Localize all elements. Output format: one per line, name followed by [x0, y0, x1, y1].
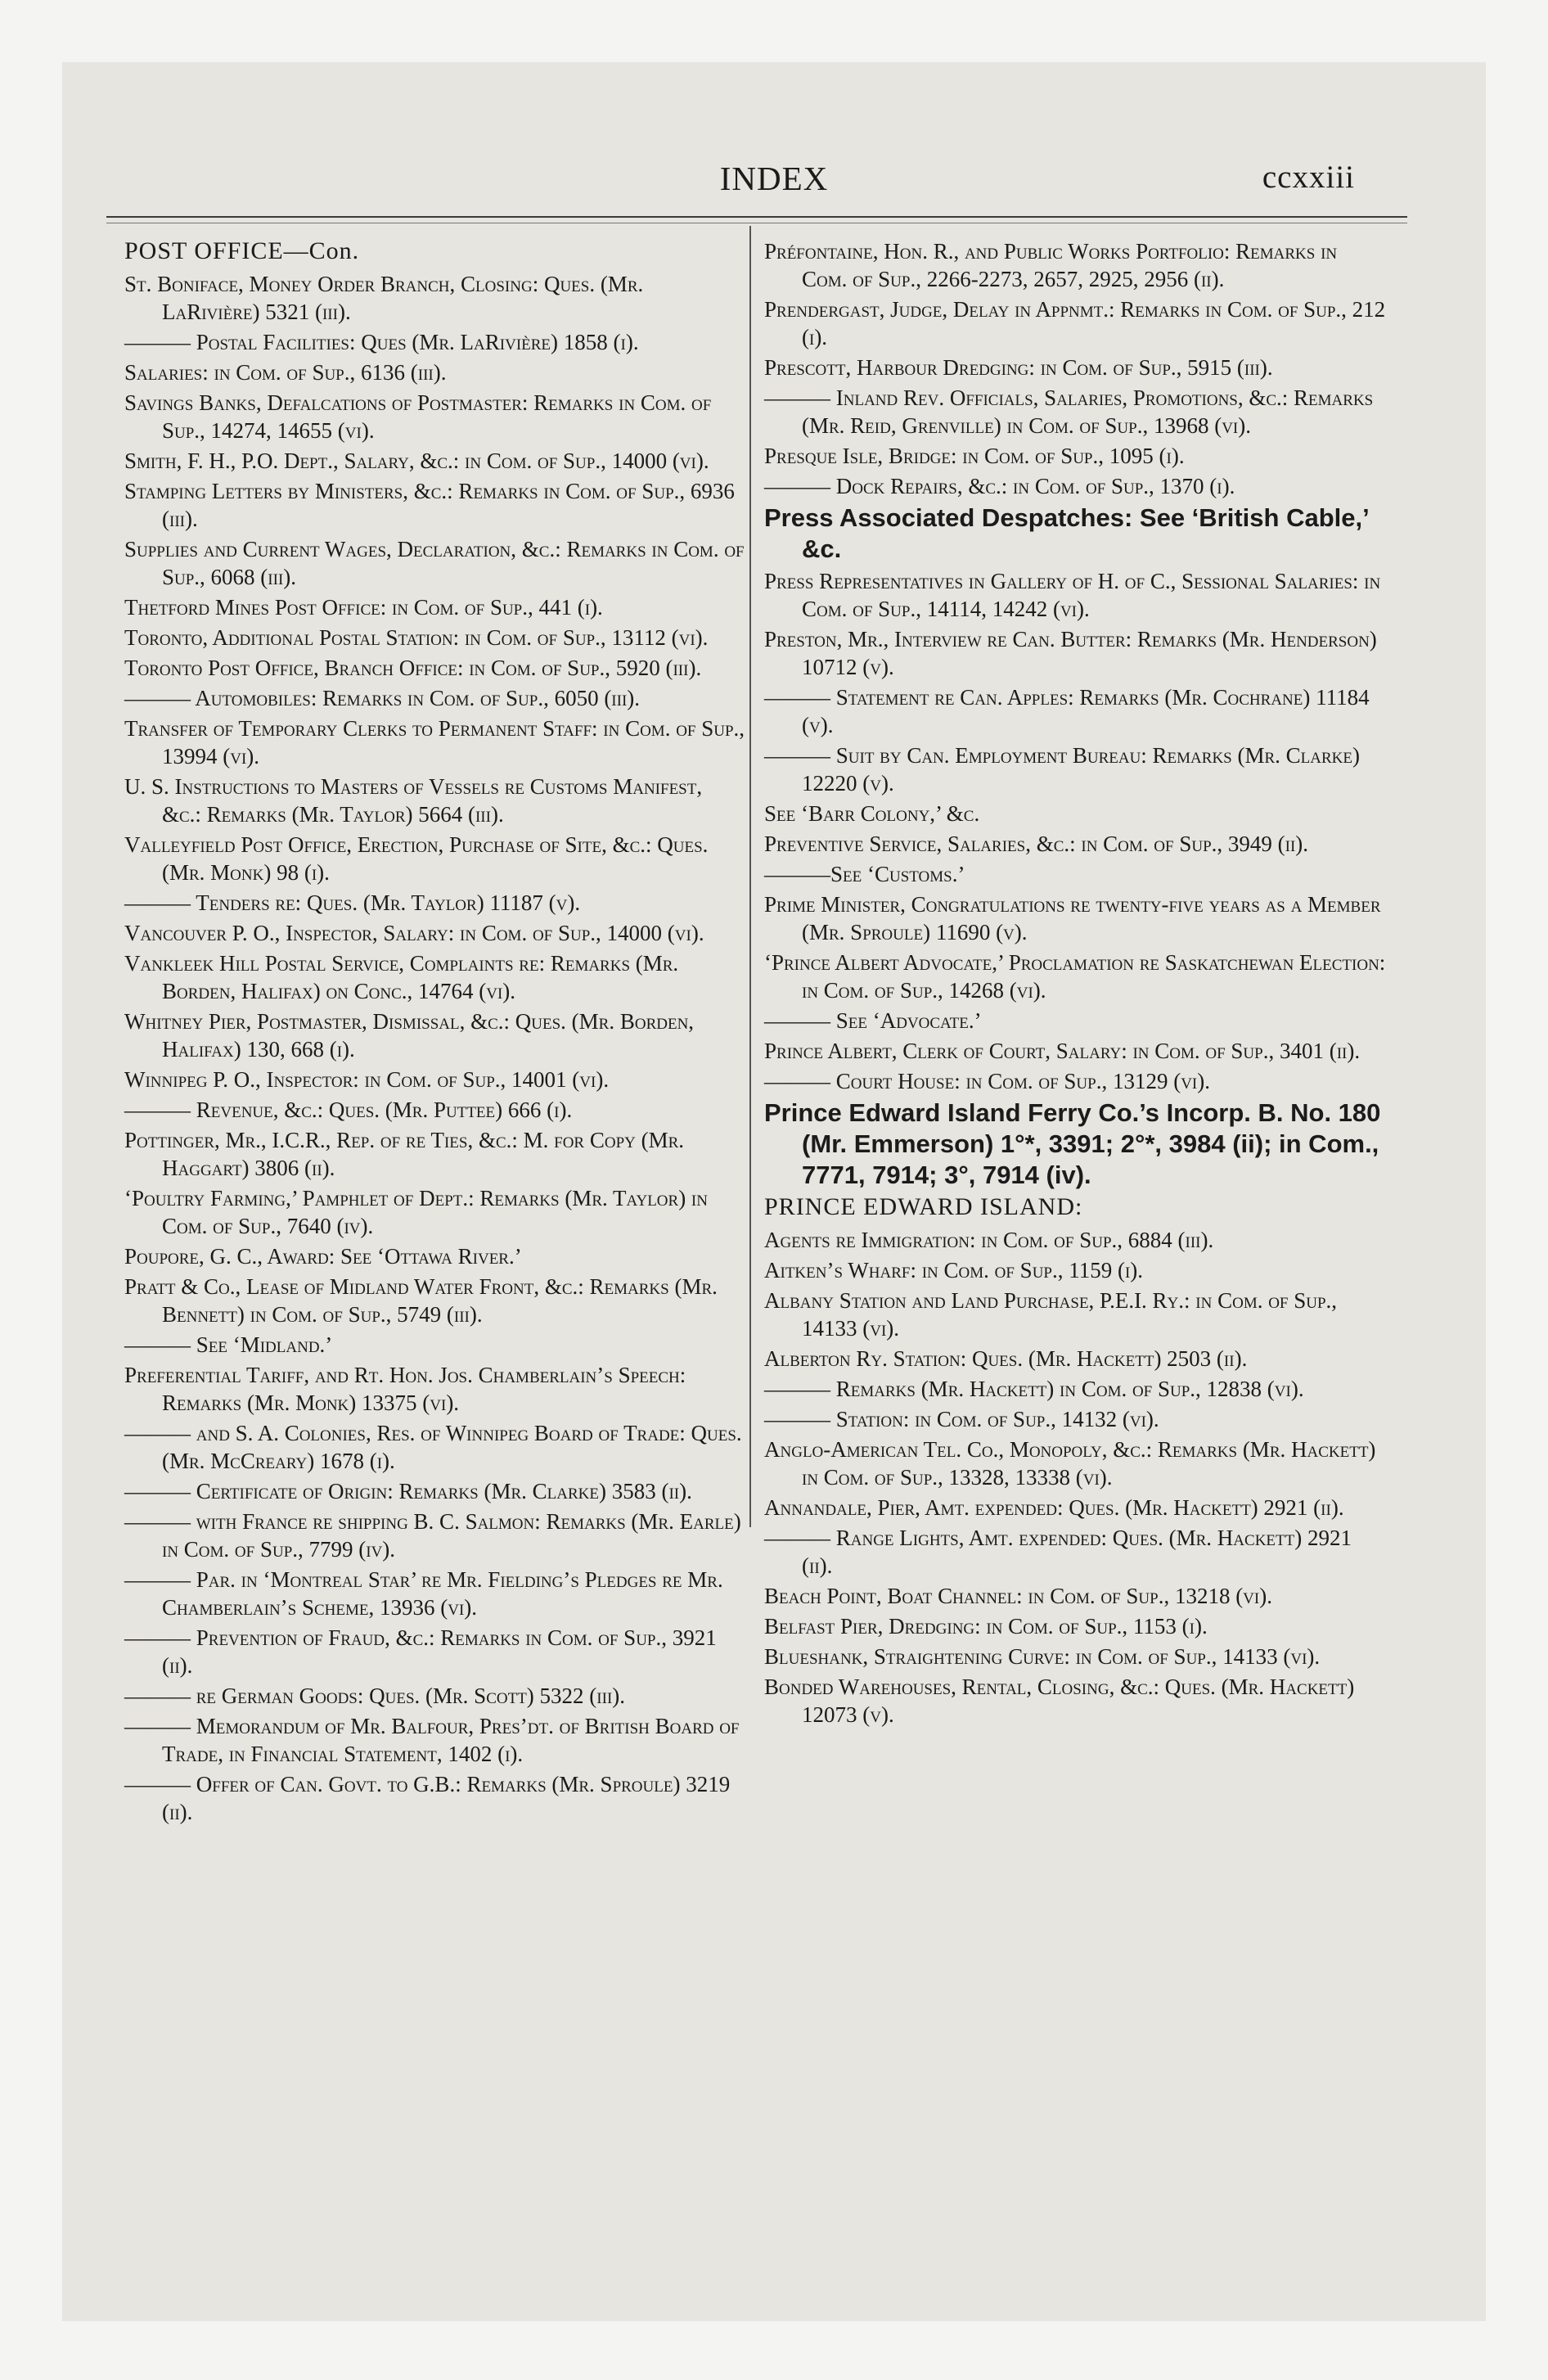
header-rule [106, 216, 1407, 218]
index-entry: ——— Revenue, &c.: Ques. (Mr. Puttee) 666 (i). [124, 1098, 573, 1122]
index-entry: ——— Station: in Com. of Sup., 14132 (vi). [764, 1407, 1159, 1431]
index-entry: Toronto, Additional Postal Station: in Com. of Sup., 13112 (vi). [124, 625, 709, 650]
index-entry: Preston, Mr., Interview re Can. Butter: Remarks (Mr. Henderson) 10712 (v). [764, 627, 1377, 679]
index-entry: Preventive Service, Salaries, &c.: in Com. of Sup., 3949 (ii). [764, 832, 1309, 856]
index-page [62, 62, 1486, 2321]
index-entry: ——— See ‘Advocate.’ [764, 1008, 982, 1033]
column-divider [749, 226, 751, 1527]
index-entry: St. Boniface, Money Order Branch, Closing: Ques. (Mr. LaRivière) 5321 (iii). [124, 272, 644, 324]
index-entry: Anglo-American Tel. Co., Monopoly, &c.: Remarks (Mr. Hackett) in Com. of Sup., 13328, 13338 (vi). [764, 1437, 1376, 1490]
index-entry: ——— Dock Repairs, &c.: in Com. of Sup., 1370 (i). [764, 474, 1235, 498]
index-entry: ‘Prince Albert Advocate,’ Proclamation re Saskatchewan Election: in Com. of Sup., 14268 (vi). [764, 950, 1386, 1003]
index-heading: PRINCE EDWARD ISLAND: [764, 1193, 1083, 1220]
index-entry: Annandale, Pier, Amt. expended: Ques. (Mr. Hackett) 2921 (ii). [764, 1495, 1344, 1520]
index-entry: Supplies and Current Wages, Declaration, &c.: Remarks in Com. of Sup., 6068 (iii). [124, 537, 745, 589]
index-entry: ——— Certificate of Origin: Remarks (Mr. Clarke) 3583 (ii). [124, 1479, 692, 1503]
index-entry: Préfontaine, Hon. R., and Public Works Portfolio: Remarks in Com. of Sup., 2266-2273, 2657, 2925, 2956 (ii). [764, 239, 1338, 291]
index-entry: Whitney Pier, Postmaster, Dismissal, &c.: Ques. (Mr. Borden, Halifax) 130, 668 (i). [124, 1009, 695, 1062]
index-entry: Prince Edward Island Ferry Co.’s Incorp. B. No. 180 (Mr. Emmerson) 1°*, 3391; 2°*, 3984 (ii); in Com., 7771, 7914; 3°, 7914 (iv). [764, 1098, 1381, 1189]
index-entry: Vankleek Hill Postal Service, Complaints re: Remarks (Mr. Borden, Halifax) on Conc., 14764 (vi). [124, 951, 679, 1003]
left-column [124, 237, 746, 1828]
index-entry: Aitken’s Wharf: in Com. of Sup., 1159 (i). [764, 1258, 1144, 1282]
right-column [764, 237, 1386, 1731]
index-entry: Transfer of Temporary Clerks to Permanent Staff: in Com. of Sup., 13994 (vi). [124, 716, 745, 769]
index-entry: Thetford Mines Post Office: in Com. of Sup., 441 (i). [124, 595, 603, 620]
index-entry: ‘Poultry Farming,’ Pamphlet of Dept.: Remarks (Mr. Taylor) in Com. of Sup., 7640 (iv). [124, 1186, 708, 1238]
index-entry: ——— Court House: in Com. of Sup., 13129 (vi). [764, 1069, 1210, 1093]
index-entry: Prendergast, Judge, Delay in Appnmt.: Remarks in Com. of Sup., 212 (i). [764, 297, 1386, 349]
index-entry: Presque Isle, Bridge: in Com. of Sup., 1095 (i). [764, 444, 1185, 468]
index-entry: Toronto Post Office, Branch Office: in Com. of Sup., 5920 (iii). [124, 656, 702, 680]
index-entry: Salaries: in Com. of Sup., 6136 (iii). [124, 360, 447, 385]
index-entry: ———See ‘Customs.’ [764, 862, 965, 886]
index-entry: ——— Remarks (Mr. Hackett) in Com. of Sup., 12838 (vi). [764, 1377, 1304, 1401]
index-entry: ——— Statement re Can. Apples: Remarks (Mr. Cochrane) 11184 (v). [764, 685, 1370, 737]
index-entry: ——— Inland Rev. Officials, Salaries, Promotions, &c.: Remarks (Mr. Reid, Grenville) in Com. of Sup., 13968 (vi). [764, 385, 1374, 438]
index-entry: Press Associated Despatches: See ‘British Cable,’ &c. [764, 503, 1369, 563]
index-entry: Albany Station and Land Purchase, P.E.I. Ry.: in Com. of Sup., 14133 (vi). [764, 1288, 1338, 1341]
index-entry: Stamping Letters by Ministers, &c.: Remarks in Com. of Sup., 6936 (iii). [124, 479, 735, 531]
index-entry: Preferential Tariff, and Rt. Hon. Jos. Chamberlain’s Speech: Remarks (Mr. Monk) 13375 (vi). [124, 1363, 686, 1415]
index-entry: Belfast Pier, Dredging: in Com. of Sup., 1153 (i). [764, 1614, 1208, 1639]
index-entry: ——— Memorandum of Mr. Balfour, Pres’dt. of British Board of Trade, in Financial Statement, 1402 (i). [124, 1714, 740, 1766]
index-entry: Agents re Immigration: in Com. of Sup., 6884 (iii). [764, 1228, 1214, 1252]
index-entry: Pratt & Co., Lease of Midland Water Front, &c.: Remarks (Mr. Bennett) in Com. of Sup., 5749 (iii). [124, 1274, 718, 1327]
index-entry: ——— with France re shipping B. C. Salmon: Remarks (Mr. Earle) in Com. of Sup., 7799 (iv). [124, 1509, 741, 1562]
index-entry: Prescott, Harbour Dredging: in Com. of Sup., 5915 (iii). [764, 355, 1273, 380]
index-entry: Pottinger, Mr., I.C.R., Rep. of re Ties, &c.: M. for Copy (Mr. Haggart) 3806 (ii). [124, 1128, 685, 1180]
index-entry: Prime Minister, Congratulations re twenty-five years as a Member (Mr. Sproule) 11690 (v). [764, 892, 1381, 944]
index-entry: Savings Banks, Defalcations of Postmaster: Remarks in Com. of Sup., 14274, 14655 (vi). [124, 390, 712, 443]
index-entry: ——— Par. in ‘Montreal Star’ re Mr. Fielding’s Pledges re Mr. Chamberlain’s Scheme, 13936 (vi). [124, 1567, 723, 1620]
index-heading: POST OFFICE—Con. [124, 237, 360, 264]
index-entry: Poupore, G. C., Award: See ‘Ottawa River.’ [124, 1244, 522, 1269]
index-entry: Bonded Warehouses, Rental, Closing, &c.: Ques. (Mr. Hackett) 12073 (v). [764, 1675, 1355, 1727]
index-entry: Alberton Ry. Station: Ques. (Mr. Hackett) 2503 (ii). [764, 1346, 1248, 1371]
index-entry: Press Representatives in Gallery of H. of C., Sessional Salaries: in Com. of Sup., 14114, 14242 (vi). [764, 569, 1381, 621]
index-entry: ——— re German Goods: Ques. (Mr. Scott) 5322 (iii). [124, 1684, 626, 1708]
page-number: ccxxiii [1262, 160, 1355, 195]
index-entry: Blueshank, Straightening Curve: in Com. of Sup., 14133 (vi). [764, 1644, 1321, 1669]
index-entry: See ‘Barr Colony,’ &c. [764, 801, 980, 826]
index-entry: Smith, F. H., P.O. Dept., Salary, &c.: in Com. of Sup., 14000 (vi). [124, 449, 709, 473]
index-entry: ——— and S. A. Colonies, Res. of Winnipeg Board of Trade: Ques. (Mr. McCreary) 1678 (i). [124, 1421, 742, 1473]
index-entry: ——— Postal Facilities: Ques (Mr. LaRivière) 1858 (i). [124, 330, 639, 354]
index-entry: ——— Automobiles: Remarks in Com. of Sup., 6050 (iii). [124, 686, 641, 710]
index-entry: ——— Prevention of Fraud, &c.: Remarks in Com. of Sup., 3921 (ii). [124, 1625, 717, 1678]
index-entry: Beach Point, Boat Channel: in Com. of Sup., 13218 (vi). [764, 1584, 1272, 1608]
index-entry: Winnipeg P. O., Inspector: in Com. of Sup., 14001 (vi). [124, 1067, 610, 1092]
page-title: INDEX [719, 160, 829, 197]
index-entry: Prince Albert, Clerk of Court, Salary: in Com. of Sup., 3401 (ii). [764, 1039, 1361, 1063]
index-entry: ——— Tenders re: Ques. (Mr. Taylor) 11187 (v). [124, 890, 581, 915]
index-entry: ——— See ‘Midland.’ [124, 1332, 333, 1357]
index-entry: U. S. Instructions to Masters of Vessels re Customs Manifest, &c.: Remarks (Mr. Taylor) 5664 (iii). [124, 774, 703, 827]
index-entry: Vancouver P. O., Inspector, Salary: in Com. of Sup., 14000 (vi). [124, 921, 704, 945]
index-entry: Valleyfield Post Office, Erection, Purchase of Site, &c.: Ques. (Mr. Monk) 98 (i). [124, 832, 709, 885]
index-entry: ——— Range Lights, Amt. expended: Ques. (Mr. Hackett) 2921 (ii). [764, 1526, 1352, 1578]
index-entry: ——— Suit by Can. Employment Bureau: Remarks (Mr. Clarke) 12220 (v). [764, 743, 1360, 796]
index-entry: ——— Offer of Can. Govt. to G.B.: Remarks (Mr. Sproule) 3219 (ii). [124, 1772, 731, 1824]
